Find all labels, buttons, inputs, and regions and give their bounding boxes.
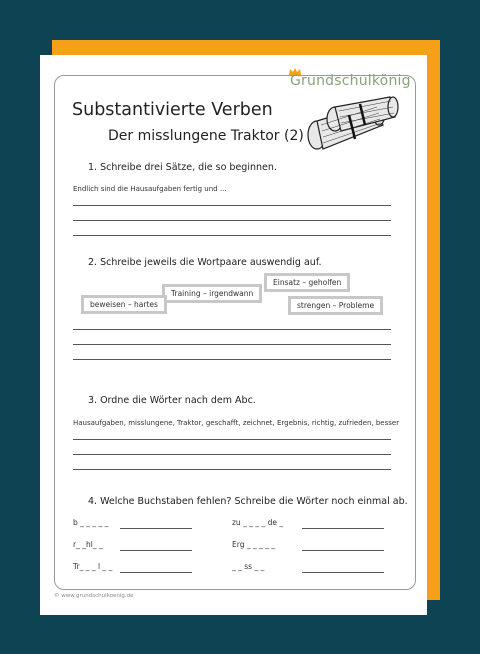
word-pair-box: Einsatz – geholfen: [264, 273, 350, 292]
gap-word: Erg _ _ _ _ _: [232, 540, 276, 549]
writing-line: [73, 359, 391, 360]
writing-line: [73, 205, 391, 206]
gap-word: b _ _ _ _ _: [73, 518, 109, 527]
word-pair-box: Training – irgendwann: [162, 284, 262, 303]
writing-line: [73, 439, 391, 440]
hay-bundle-illustration: [305, 95, 400, 153]
answer-line: [302, 572, 384, 573]
writing-line: [73, 469, 391, 470]
worksheet: [40, 55, 427, 615]
writing-line: [73, 454, 391, 455]
answer-line: [302, 550, 384, 551]
task4-heading: 4. Welche Buchstaben fehlen? Schreibe die Wörter noch einmal ab.: [88, 496, 408, 507]
task3-word-list: Hausaufgaben, misslungene, Traktor, geschafft, zeichnet, Ergebnis, richtig, zufrieden, besser: [73, 419, 400, 427]
word-pair-box: beweisen – hartes: [81, 295, 167, 314]
answer-line: [302, 528, 384, 529]
task1-heading: 1. Schreibe drei Sätze, die so beginnen.: [88, 162, 277, 173]
gap-word: zu _ _ _ _ de _: [232, 518, 284, 527]
page-subtitle: Der misslungene Traktor (2): [108, 128, 304, 144]
gap-word: Tr_ _ _ l _ _: [73, 562, 113, 571]
answer-line: [120, 528, 192, 529]
writing-line: [73, 329, 391, 330]
task2-heading: 2. Schreibe jeweils die Wortpaare auswendig auf.: [88, 257, 322, 268]
writing-line: [73, 344, 391, 345]
task3-heading: 3. Ordne die Wörter nach dem Abc.: [88, 395, 256, 406]
footer-copyright: © www.grundschulkoenig.de: [54, 593, 134, 599]
gap-word: _ _ ss _ _: [232, 562, 265, 571]
gap-word: r_ _hl_ _: [73, 540, 103, 549]
answer-line: [120, 572, 192, 573]
word-pair-box: strengen – Probleme: [288, 296, 383, 315]
page-title: Substantivierte Verben: [72, 100, 273, 120]
writing-line: [73, 235, 391, 236]
brand-logo: Grundschulkönig: [290, 73, 411, 89]
writing-line: [73, 220, 391, 221]
answer-line: [120, 550, 192, 551]
task1-prompt: Endlich sind die Hausaufgaben fertig und ...: [73, 185, 227, 193]
